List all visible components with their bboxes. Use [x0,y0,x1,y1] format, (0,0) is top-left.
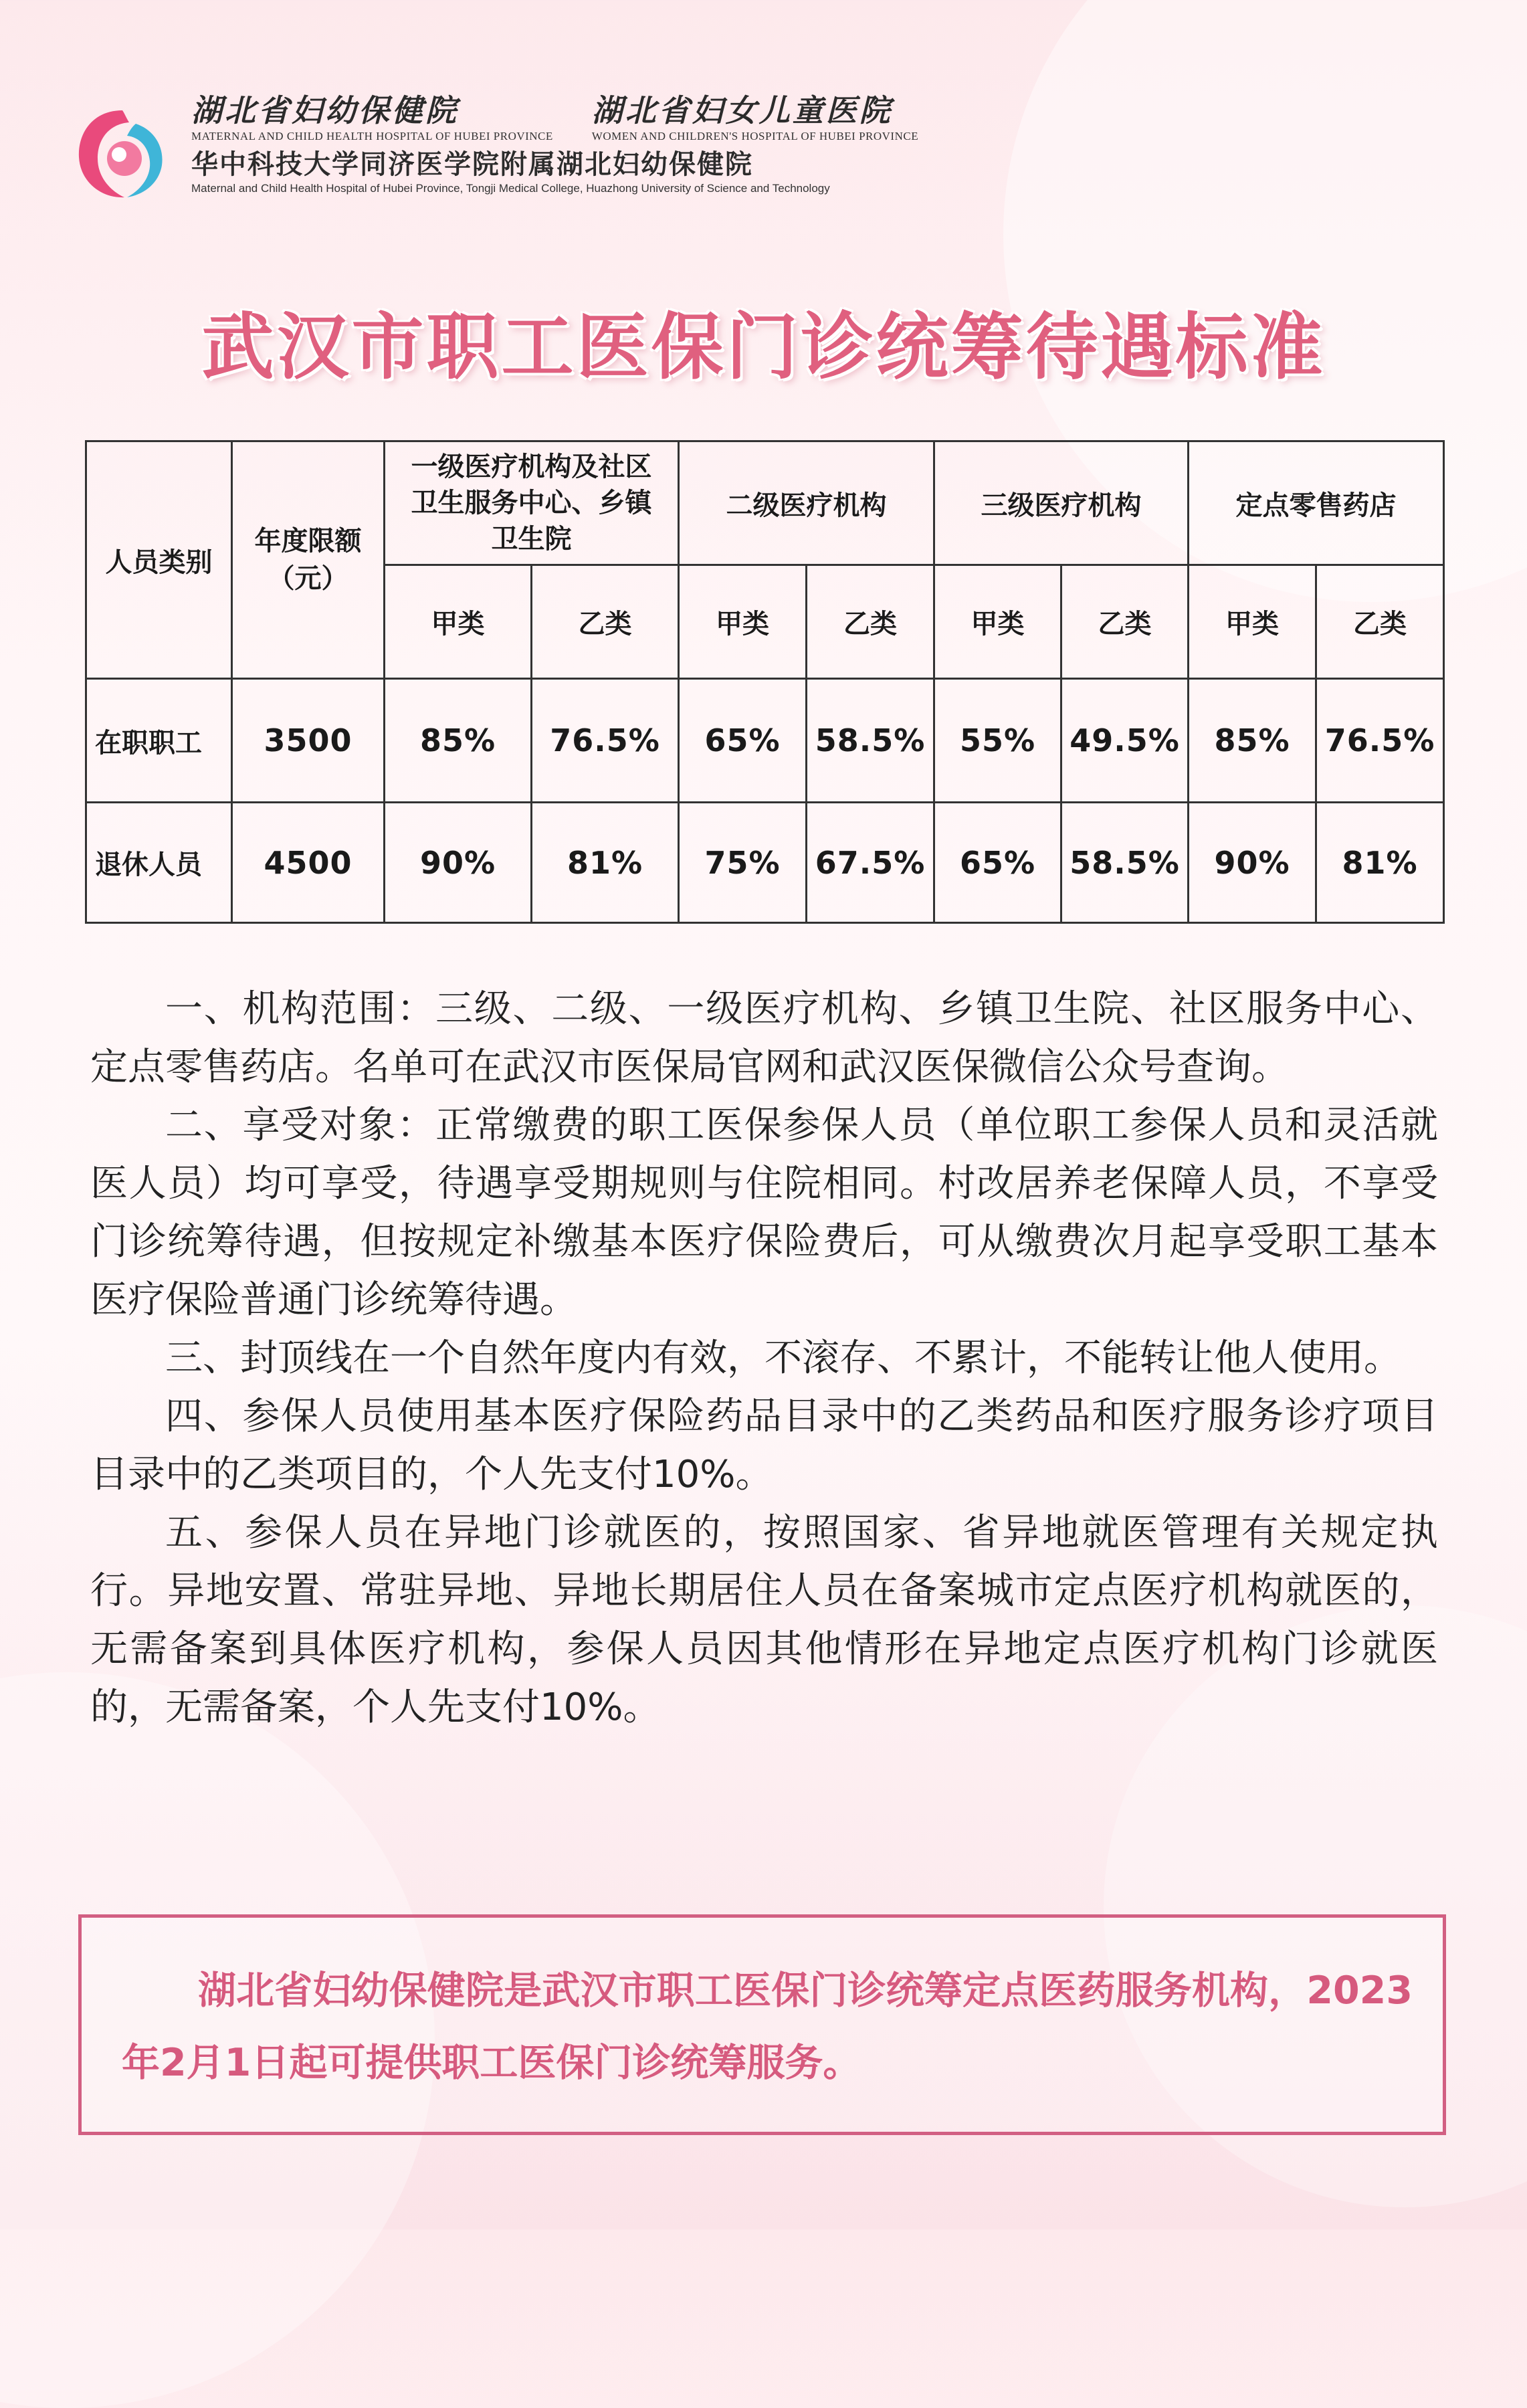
notice-text: 湖北省妇幼保健院是武汉市职工医保门诊统筹定点医药服务机构，2023年2月1日起可提供职工医保门诊统筹服务。 [122,1969,1413,2085]
reimbursement-rate: 65% [934,803,1061,923]
header-class-a: 甲类 [679,565,807,679]
header-annual-limit: 年度限额（元） [232,441,385,679]
row-label: 在职职工 [86,679,232,803]
hospital-name-1-en: MATERNAL AND CHILD HEALTH HOSPITAL OF HUBEI PROVINCE [191,130,553,142]
reimbursement-rate: 81% [532,803,679,923]
reimbursement-rate: 76.5% [532,679,679,803]
reimbursement-rate: 65% [679,679,807,803]
hospital-logo-icon [72,104,173,204]
header-class-b: 乙类 [1316,565,1444,679]
affiliate-name-en: Maternal and Child Health Hospital of Hubei Province, Tongji Medical College, Huazhong University of Science and Technology [191,182,830,195]
reimbursement-rate: 55% [934,679,1061,803]
annual-limit-value: 3500 [232,679,385,803]
hospital-name-1: 湖北省妇幼保健院 [191,92,459,128]
header-class-b: 乙类 [1061,565,1189,679]
reimbursement-rate: 90% [385,803,532,923]
header-class-a: 甲类 [934,565,1061,679]
header-class-b: 乙类 [532,565,679,679]
reimbursement-rate: 90% [1189,803,1316,923]
table-row [86,679,1444,803]
header-person-type: 人员类别 [86,441,232,679]
affiliate-name: 华中科技大学同济医学院附属湖北妇幼保健院 [191,149,753,180]
header-class-a: 甲类 [385,565,532,679]
reimbursement-rate: 75% [679,803,807,923]
policy-note-cap: 三、封顶线在一个自然年度内有效，不滚存、不累计，不能转让他人使用。 [165,1336,1401,1380]
policy-note-offsite: 五、参保人员在异地门诊就医的，按照国家、省异地就医管理有关规定执行。异地安置、常驻异地、异地长期居住人员在备案城市定点医疗机构就医的，无需备案到具体医疗机构，参保人员因其他情形在异地定点医疗机构门诊就医的，无需备案，个人先支付10%。 [90,1511,1438,1729]
reimbursement-rate: 49.5% [1061,679,1189,803]
policy-notes [90,980,1438,1736]
hospital-name-2: 湖北省妇女儿童医院 [591,92,893,128]
reimbursement-rate: 85% [385,679,532,803]
annual-limit-value: 4500 [232,803,385,923]
benefit-table [85,440,1445,924]
reimbursement-rate: 81% [1316,803,1444,923]
policy-note-scope: 一、机构范围：三级、二级、一级医疗机构、乡镇卫生院、社区服务中心、定点零售药店。名单可在武汉市医保局官网和武汉医保微信公众号查询。 [90,987,1438,1089]
notice-box [78,1914,1446,2135]
hospital-name-2-en: WOMEN AND CHILDREN'S HOSPITAL OF HUBEI PROVINCE [591,130,919,142]
reimbursement-rate: 76.5% [1316,679,1444,803]
hospital-header [72,84,942,217]
header-class-b: 乙类 [807,565,934,679]
table-row [86,803,1444,923]
header-level-3: 三级医疗机构 [934,441,1189,565]
header-class-a: 甲类 [1189,565,1316,679]
header-level-2: 二级医疗机构 [679,441,934,565]
policy-note-eligibility: 二、享受对象：正常缴费的职工医保参保人员（单位职工参保人员和灵活就医人员）均可享受，待遇享受期规则与住院相同。村改居养老保障人员，不享受门诊统筹待遇，但按规定补缴基本医疗保险费后，可从缴费次月起享受职工基本医疗保险普通门诊统筹待遇。 [90,1104,1438,1322]
reimbursement-rate: 58.5% [1061,803,1189,923]
header-pharmacy: 定点零售药店 [1189,441,1444,565]
row-label: 退休人员 [86,803,232,923]
reimbursement-rate: 58.5% [807,679,934,803]
reimbursement-rate: 85% [1189,679,1316,803]
header-level-1: 一级医疗机构及社区卫生服务中心、乡镇卫生院 [385,441,679,565]
page-title: 武汉市职工医保门诊统筹待遇标准 [201,306,1326,389]
policy-note-class-b: 四、参保人员使用基本医疗保险药品目录中的乙类药品和医疗服务诊疗项目目录中的乙类项目的，个人先支付10%。 [90,1395,1438,1496]
reimbursement-rate: 67.5% [807,803,934,923]
